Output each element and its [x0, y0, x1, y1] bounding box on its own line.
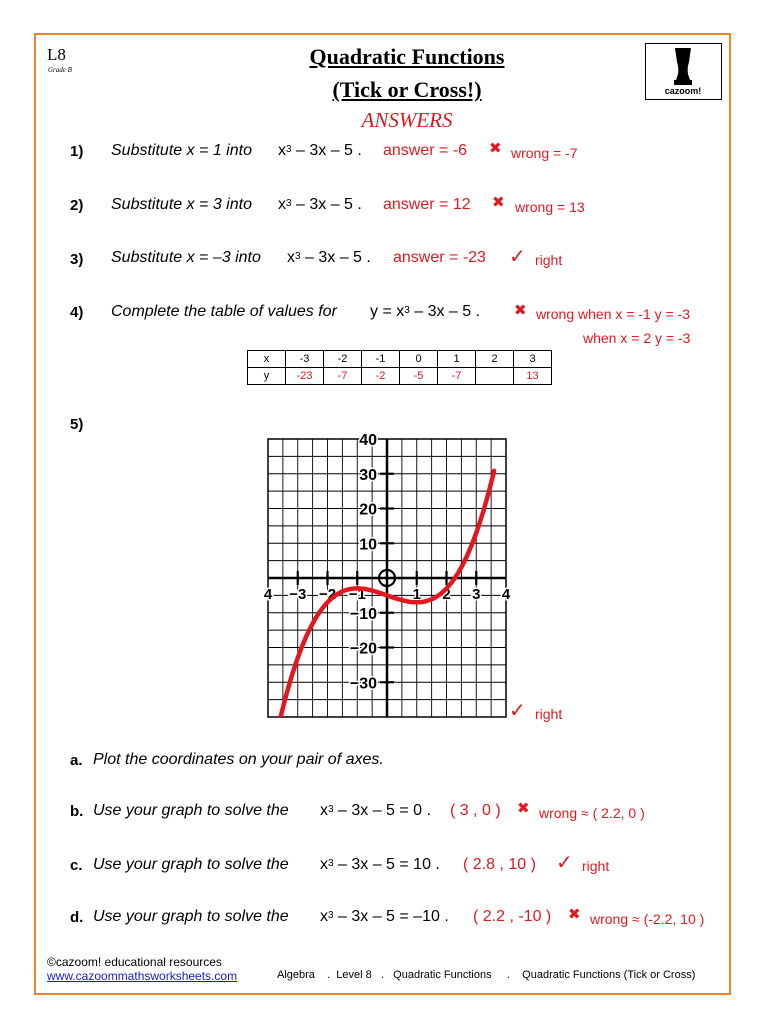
y-tick-label: 20: [359, 501, 377, 519]
data-point: [445, 587, 448, 590]
x-tick-label: 4: [263, 586, 273, 603]
table-cell: 13: [514, 368, 552, 385]
y-tick-label: −10: [349, 605, 377, 623]
table-header-y: y: [248, 368, 286, 385]
data-point: [460, 566, 463, 569]
part-d-feedback: wrong ≈ (-2.2, 10 ): [590, 911, 705, 927]
table-row-y: [248, 368, 552, 385]
part-b-expression: $x^3 - 3x - 5 = 0$ .: [320, 802, 431, 819]
website-link[interactable]: www.cazoommathsworksheets.com: [47, 969, 238, 983]
cubic-graph: [262, 434, 512, 720]
x-tick-label: −3: [289, 586, 307, 603]
question-3-text: Substitute x = –3 into: [111, 249, 261, 266]
axes: [268, 439, 506, 717]
cross-mark-icon: ✖: [492, 194, 505, 211]
y-tick-label: −20: [349, 640, 377, 658]
table-cell: -7: [438, 368, 476, 385]
part-d-text: Use your graph to solve the: [93, 908, 289, 925]
table-of-values: [247, 350, 552, 385]
part-a-text: Plot the coordinates on your pair of axes.: [93, 751, 384, 768]
x-tick-label: 4: [501, 586, 511, 603]
part-d-expression: $x^3 - 3x - 5 = -10$ .: [320, 908, 449, 925]
tick-mark-icon: ✓: [509, 700, 526, 722]
data-point: [371, 589, 374, 592]
data-point: [326, 601, 329, 604]
cross-mark-icon: ✖: [568, 906, 581, 923]
tick-mark-icon: ✓: [556, 852, 573, 874]
data-point: [296, 656, 299, 659]
part-b-letter: b.: [70, 803, 84, 820]
table-cell: -2: [362, 368, 400, 385]
question-2-answer: answer = 12: [383, 196, 471, 213]
y-tick-label: 40: [359, 434, 377, 449]
answers-heading: ANSWERS: [361, 108, 453, 132]
data-point: [341, 590, 344, 593]
question-4-number: 4): [70, 304, 84, 321]
cross-mark-icon: ✖: [514, 302, 527, 319]
question-4-text: Complete the table of values for: [111, 303, 337, 320]
cross-mark-icon: ✖: [489, 140, 502, 157]
part-c-text: Use your graph to solve the: [93, 856, 289, 873]
table-cell: 2: [476, 351, 514, 368]
question-1-expression: $x^3 - 3x - 5$ .: [278, 142, 362, 159]
table-cell: 0: [400, 351, 438, 368]
part-d-answer: ( 2.2 , -10 ): [473, 908, 552, 925]
question-2-text: Substitute x = 3 into: [111, 196, 252, 213]
part-b-feedback: wrong ≈ ( 2.2, 0 ): [539, 805, 645, 821]
table-cell: -7: [324, 368, 362, 385]
table-cell: -23: [286, 368, 324, 385]
grade-label: Grade B: [48, 66, 72, 74]
part-c-answer: ( 2.8 , 10 ): [463, 856, 536, 873]
table-header-x: x: [248, 351, 286, 368]
question-4-expression: $y = x^3 - 3x - 5$ .: [370, 303, 481, 320]
data-point: [311, 622, 314, 625]
footer-breadcrumb: Algebra . Level 8 . Quadratic Functions . Quadratic Functions (Tick or Cross): [277, 969, 696, 981]
part-a-letter: a.: [70, 752, 83, 769]
question-3-answer: answer = -23: [393, 249, 486, 266]
question-4-feedback-2: when x = 2 y = -3: [583, 330, 691, 346]
part-c-expression: $x^3 - 3x - 5 = 10$ .: [320, 856, 440, 873]
part-d-letter: d.: [70, 909, 84, 926]
x-tick-label: −2: [318, 586, 337, 603]
question-4-feedback: wrong when x = -1 y = -3: [536, 306, 691, 322]
data-point: [386, 594, 389, 597]
table-cell: 1: [438, 351, 476, 368]
data-point: [475, 531, 478, 534]
x-tick-label: 3: [472, 586, 481, 603]
table-cell: -2: [324, 351, 362, 368]
question-3-feedback: right: [535, 252, 563, 268]
question-1-number: 1): [70, 143, 84, 160]
question-5-number: 5): [70, 416, 84, 433]
copyright-text: ©cazoom! educational resources: [47, 955, 222, 969]
question-1-text: Substitute x = 1 into: [111, 142, 252, 159]
question-3-expression: $x^3 - 3x - 5$ .: [287, 249, 371, 266]
table-cell: -5: [400, 368, 438, 385]
question-2-feedback: wrong = 13: [515, 199, 585, 215]
table-cell: -1: [362, 351, 400, 368]
x-tick-label: 2: [442, 586, 451, 603]
question-2-number: 2): [70, 197, 84, 214]
cazoom-logo: [645, 43, 722, 100]
page-subtitle: (Tick or Cross!): [332, 77, 482, 102]
tick-mark-icon: ✓: [509, 246, 526, 268]
cross-mark-icon: ✖: [517, 800, 530, 817]
data-point: [430, 594, 433, 597]
data-point: [400, 599, 403, 602]
x-tick-label: −1: [348, 586, 366, 603]
question-1-feedback: wrong = -7: [511, 145, 578, 161]
question-1-answer: answer = -6: [383, 142, 468, 159]
level-label: L8: [47, 45, 66, 64]
logo-text: cazoom!: [664, 86, 702, 96]
data-point: [281, 706, 284, 709]
data-point: [415, 601, 418, 604]
question-5-feedback: right: [535, 706, 563, 722]
part-b-answer: ( 3 , 0 ): [450, 802, 501, 819]
table-cell: [476, 368, 514, 385]
page-title: Quadratic Functions: [309, 44, 505, 69]
data-point: [356, 587, 359, 590]
part-b-text: Use your graph to solve the: [93, 802, 289, 819]
question-2-expression: $x^3 - 3x - 5$ .: [278, 196, 362, 213]
y-tick-label: 30: [359, 466, 377, 484]
part-c-letter: c.: [70, 857, 83, 874]
question-3-number: 3): [70, 251, 84, 268]
table-row-x: [248, 351, 552, 368]
x-tick-label: 1: [412, 586, 421, 603]
data-point: [490, 481, 493, 484]
part-c-feedback: right: [582, 858, 610, 874]
table-cell: -3: [286, 351, 324, 368]
y-tick-label: 10: [359, 536, 377, 554]
y-tick-label: −30: [349, 675, 377, 693]
table-cell: 3: [514, 351, 552, 368]
